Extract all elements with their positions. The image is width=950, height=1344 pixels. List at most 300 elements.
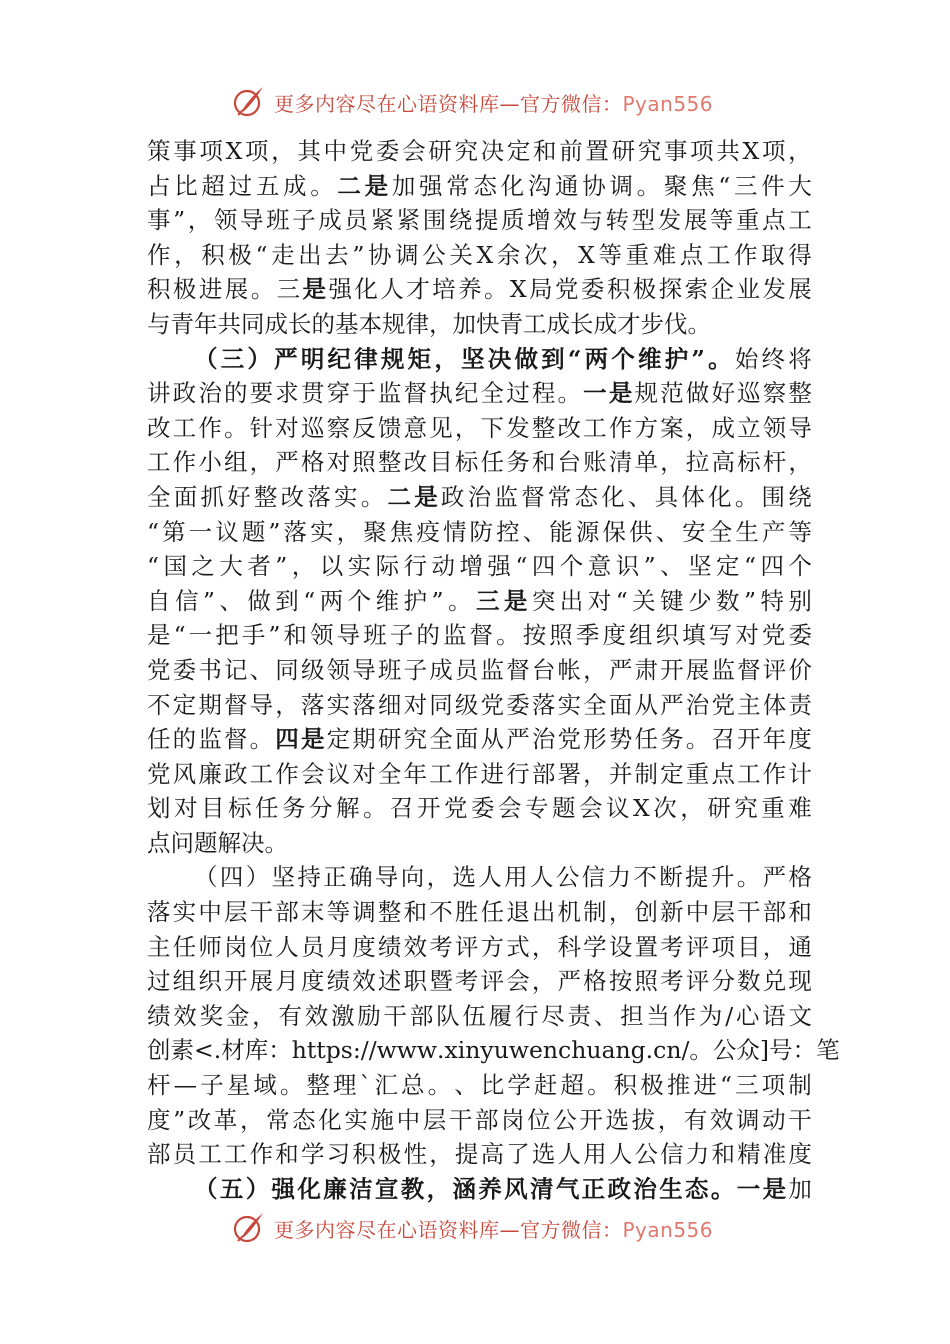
text-char: 是 (503, 586, 528, 615)
text-char: 占 (147, 171, 171, 200)
text-char: 式 (506, 932, 530, 961)
text-char: 推 (666, 1071, 691, 1100)
text-char: 工 (198, 1140, 222, 1169)
text-char: ， (271, 137, 295, 165)
text-char: ” (268, 517, 281, 546)
text-char: 公 (555, 863, 580, 892)
text-char: 政 (223, 759, 248, 788)
text-char: 绩 (377, 932, 402, 961)
feather-pen-logo-icon (232, 1210, 266, 1246)
text-char: 作 (672, 1001, 697, 1030)
text-char: 职 (403, 967, 428, 996)
text-char: 导 (249, 690, 274, 719)
text-char: 了 (506, 1140, 530, 1169)
text-char: 贯 (300, 379, 325, 408)
text-char: 协 (582, 171, 606, 200)
text-char: 焦 (389, 517, 414, 546)
text-char: ） (245, 863, 270, 892)
text-char: 控 (496, 517, 520, 546)
text-char: 伐 (664, 309, 688, 338)
text-char: 照 (634, 967, 658, 996)
text-char: ， (531, 932, 556, 961)
text-char: 党 (147, 759, 171, 788)
text-char: 监 (377, 379, 402, 408)
text-char: 党 (480, 690, 505, 719)
text-char: 划 (147, 794, 171, 823)
text-char: 突 (531, 586, 556, 615)
text-char: 严 (275, 448, 299, 477)
text-char: 作 (275, 759, 299, 788)
text-char: 化 (708, 482, 732, 511)
text-char: 维 (375, 586, 400, 615)
text-char: 重 (736, 206, 760, 235)
text-char: 格 (583, 967, 607, 996)
text-char: （ (194, 1174, 218, 1203)
text-char: x (444, 1036, 458, 1065)
text-char: 程 (531, 379, 556, 408)
text-char: 决 (487, 344, 512, 373)
text-char: 行 (403, 552, 428, 581)
text-char: 见 (429, 413, 453, 442)
text-char: 工 (249, 759, 274, 788)
text-char: 与 (579, 206, 603, 235)
text-char: 对 (735, 621, 759, 650)
text-line (147, 411, 812, 446)
text-char: 走 (271, 240, 295, 269)
text-char: 二 (387, 482, 411, 511)
text-char: 队 (436, 1001, 460, 1030)
text-char: 件 (761, 171, 785, 200)
text-char: 定 (326, 725, 351, 754)
text-char: 任 (634, 725, 658, 754)
text-char: 态 (292, 1105, 316, 1134)
text-char: 同 (275, 655, 299, 684)
text-char: 关 (632, 586, 656, 615)
text-line (147, 722, 812, 757)
text-char: 开 (223, 967, 248, 996)
text-char: 三 (735, 1071, 759, 1100)
text-char: 次 (653, 794, 677, 823)
text-char: 督 (521, 482, 545, 511)
text-char: 末 (300, 898, 325, 927)
text-char: 位 (249, 932, 274, 961)
text-char: “ (147, 552, 160, 581)
text-char: “ (173, 621, 186, 650)
text-char: ” (691, 344, 705, 373)
text-char: 中 (396, 1105, 421, 1134)
text-char: 材 (221, 1036, 245, 1065)
text-char: 目 (201, 794, 225, 823)
text-char: w (416, 1036, 437, 1065)
text-char: 监 (480, 655, 505, 684)
text-char: 矩 (407, 344, 432, 373)
text-char: 提 (454, 1140, 479, 1169)
text-char: 动 (431, 552, 456, 581)
text-char: 态 (685, 1174, 709, 1203)
text-char: 的 (223, 379, 248, 408)
text-line (147, 342, 812, 377)
text-char: 题 (241, 517, 266, 546)
text-char: ， (531, 967, 556, 996)
text-char: 中 (198, 898, 222, 927)
text-char: 工 (737, 759, 761, 788)
text-char: 重 (625, 240, 650, 269)
text-char: 大 (788, 171, 812, 200)
text-char: 公 (553, 1105, 577, 1134)
text-char: 大 (219, 552, 243, 581)
text-char: 提 (474, 206, 499, 235)
text-char: h (291, 1036, 307, 1065)
text-char: 治 (467, 482, 492, 511)
text-char: 组 (172, 967, 197, 996)
text-char: 价 (788, 655, 812, 684)
text-char: 聚 (663, 171, 688, 200)
text-char: 选 (605, 1105, 629, 1134)
text-char: 治 (198, 379, 222, 408)
text-char: 个 (559, 552, 584, 581)
text-char: 探 (658, 275, 683, 304)
text-char: . (645, 1036, 654, 1065)
text-line (147, 688, 812, 723)
text-char: 信 (174, 586, 199, 615)
text-char: : (352, 1036, 361, 1065)
text-char: 组 (223, 448, 248, 477)
text-char: 防 (469, 517, 494, 546)
text-char: 沟 (527, 171, 552, 200)
text-char: 升 (710, 863, 735, 892)
text-char: 严 (557, 967, 581, 996)
text-char: ， (434, 344, 458, 373)
text-char: 效 (173, 1001, 197, 1030)
text-char: 将 (788, 344, 812, 373)
text-char: 导 (336, 621, 361, 650)
text-char: “ (147, 517, 160, 546)
text-char: 研 (611, 137, 636, 165)
text-char: 研 (707, 794, 731, 823)
text-line (147, 584, 812, 619)
text-char: ） (247, 344, 271, 373)
text-char: 严 (506, 725, 530, 754)
text-char: w (508, 1036, 529, 1065)
text-char: X (742, 137, 760, 165)
text-char: 极 (632, 275, 657, 304)
text-char: 全 (583, 690, 607, 719)
text-char: 极 (640, 1071, 664, 1100)
text-char: 生 (659, 1174, 683, 1203)
text-char: 开 (579, 1105, 603, 1134)
text-char: 有 (683, 1105, 708, 1134)
text-char: 笔 (816, 1036, 840, 1065)
text-char: 点 (762, 206, 786, 235)
text-char: 才 (406, 275, 430, 304)
text-line (147, 549, 812, 584)
text-char: 领 (310, 621, 334, 650)
text-char: 织 (198, 967, 222, 996)
text-char: a (601, 1036, 616, 1065)
text-char: ” (431, 586, 444, 615)
text-char: 对 (275, 413, 299, 442)
text-char: 按 (608, 967, 633, 996)
text-char: 任 (172, 932, 197, 961)
text-char: / (368, 1036, 377, 1065)
text-char: X (633, 794, 650, 823)
text-char: 整 (788, 379, 812, 408)
text-char: ， (788, 137, 812, 165)
text-char: 落 (147, 898, 171, 927)
text-char: 是 (414, 482, 438, 511)
text-char: 学 (583, 932, 607, 961)
text-char: 巡 (300, 413, 325, 442)
text-char: u (493, 1036, 509, 1065)
text-char: 细 (377, 690, 402, 719)
text-char: 会 (300, 759, 325, 788)
text-char: 。 (447, 586, 472, 615)
text-char: n (666, 1036, 682, 1065)
text-char: 养 (458, 275, 482, 304)
text-char: 企 (710, 275, 735, 304)
text-char: 展 (249, 967, 274, 996)
text-char: 班 (266, 206, 290, 235)
text-char: 过 (228, 171, 253, 200)
text-char: ” (275, 552, 288, 581)
text-char: 考 (660, 932, 684, 961)
text-char: 态 (574, 482, 598, 511)
text-char: 超 (560, 1071, 584, 1100)
text-line (147, 1033, 840, 1068)
text-char: 整 (377, 898, 402, 927)
text-char: 。 (687, 309, 711, 338)
text-char: 督 (469, 621, 494, 650)
text-char: 严 (608, 655, 633, 684)
text-char: 比 (174, 171, 198, 200)
text-char: 其 (297, 137, 321, 165)
text-char: 成 (593, 309, 617, 338)
text-char: 委 (788, 621, 812, 650)
text-char: 落 (531, 690, 556, 719)
text-char: 行 (506, 759, 530, 788)
text-char: 、 (522, 517, 547, 546)
text-char: 人 (380, 275, 404, 304)
text-char: 协 (368, 240, 392, 269)
text-char: 议 (215, 517, 239, 546)
text-char: 共 (217, 309, 241, 338)
text-char: 学 (507, 1071, 531, 1100)
text-char: 单 (634, 448, 658, 477)
text-char: 落 (300, 690, 325, 719)
text-char: i (457, 1036, 466, 1065)
text-char: X (225, 137, 243, 165)
text-char: “ (303, 586, 316, 615)
text-char: 到 (275, 586, 299, 615)
text-char: 严 (762, 863, 787, 892)
text-char: 少 (688, 586, 712, 615)
text-char: 通 (788, 932, 812, 961)
text-char: 本 (358, 309, 382, 338)
text-char: ` (359, 1071, 372, 1100)
text-char: 部 (275, 898, 299, 927)
text-char: 展 (683, 206, 708, 235)
text-char: 精 (737, 1140, 761, 1169)
watermark-text: 更多内容尽在心语资料库—官方微信：Pyan556 (274, 91, 714, 116)
text-line (147, 964, 812, 999)
text-char: 中 (323, 137, 348, 165)
text-char: 反 (352, 413, 376, 442)
text-char: 四 (760, 552, 784, 581)
text-char: 度 (147, 1105, 171, 1134)
text-char: 全 (429, 725, 453, 754)
text-char: 化 (500, 171, 525, 200)
text-char: 任 (480, 448, 505, 477)
text-char: 展 (224, 275, 249, 304)
text-char: 项 (199, 137, 223, 165)
text-char: 效 (709, 1105, 734, 1134)
text-char: 目 (429, 448, 453, 477)
text-char: 语 (762, 1001, 786, 1030)
text-char: 律 (405, 309, 429, 338)
text-char: 拉 (685, 448, 710, 477)
text-char: 作 (608, 413, 633, 442)
text-char: 研 (428, 137, 452, 165)
text-char: 政 (607, 1174, 631, 1203)
text-char: 新 (660, 898, 684, 927)
text-char: 项 (761, 137, 786, 165)
text-char: 提 (685, 863, 709, 892)
text-char: 第 (162, 517, 186, 546)
text-char: 监 (494, 482, 518, 511)
text-char: . (436, 1036, 445, 1065)
text-char: 从 (634, 690, 658, 719)
text-char: 从 (480, 725, 505, 754)
text-char: 、 (593, 1001, 618, 1030)
text-char: 制 (788, 1071, 812, 1100)
text-char: t (316, 1036, 326, 1065)
text-char: 要 (249, 379, 274, 408)
text-char: 务 (660, 725, 684, 754)
text-char: 书 (198, 655, 222, 684)
text-char: 。 (249, 725, 274, 754)
text-char: ” (202, 586, 215, 615)
text-char: ” (743, 586, 756, 615)
text-char: 格 (300, 448, 325, 477)
text-char: 等 (788, 517, 812, 546)
text-char: 实 (347, 552, 372, 581)
text-line (147, 1137, 812, 1172)
text-char: y (480, 1036, 494, 1065)
text-char: 伍 (462, 1001, 486, 1030)
text-char: 委 (375, 137, 400, 165)
text-char: 余 (496, 240, 521, 269)
text-char: “ (719, 1071, 732, 1100)
text-char: 局 (529, 275, 553, 304)
text-char: 同 (241, 309, 265, 338)
text-char: 步 (640, 309, 664, 338)
text-char: 改 (187, 1105, 212, 1134)
text-char: 全 (147, 482, 171, 511)
text-line (147, 895, 812, 930)
text-char: 定 (172, 690, 197, 719)
text-char: 兑 (762, 967, 787, 996)
text-char: 共 (716, 137, 740, 165)
text-char: 对 (403, 690, 428, 719)
text-char: 过 (506, 379, 530, 408)
text-char: 召 (390, 794, 414, 823)
text-char: 终 (761, 344, 786, 373)
text-line (147, 826, 812, 861)
text-char: ， (608, 898, 633, 927)
text-char: 对 (174, 794, 198, 823)
text-line (147, 238, 812, 273)
text-char: “ (567, 344, 582, 373)
text-char: 赶 (533, 1071, 558, 1100)
text-char: 势 (608, 725, 633, 754)
text-char: 任 (480, 898, 505, 927)
text-char: 同 (429, 690, 453, 719)
text-char: 立 (737, 413, 761, 442)
text-char: 清 (608, 448, 633, 477)
text-char: 任 (255, 794, 279, 823)
text-line (147, 515, 812, 550)
text-char: 师 (198, 932, 222, 961)
text-char: 作 (734, 240, 758, 269)
text-line (147, 272, 812, 307)
text-char: 高 (480, 1140, 505, 1169)
text-char: 和 (283, 621, 307, 650)
text-char: 开 (660, 655, 684, 684)
text-char: 题 (194, 828, 218, 857)
text-char: 监 (198, 725, 222, 754)
text-char: 护 (664, 344, 689, 373)
text-char: 会 (506, 967, 530, 996)
text-char: 导 (352, 655, 376, 684)
text-char: 难 (788, 794, 812, 823)
text-char: 位 (527, 1105, 551, 1134)
text-char: ， (583, 655, 607, 684)
text-char: 规 (382, 309, 406, 338)
text-char: 得 (788, 240, 812, 269)
text-char: 四 (531, 552, 556, 581)
text-char: 于 (352, 379, 376, 408)
text-char: 律 (354, 344, 378, 373)
text-char: 公 (634, 1140, 658, 1169)
text-char: 确 (349, 863, 373, 892)
text-char: （ (194, 344, 218, 373)
text-char: 督 (403, 379, 428, 408)
text-char: 具 (654, 482, 679, 511)
text-char: / (360, 1036, 369, 1065)
text-char: 照 (352, 448, 376, 477)
text-char: 导 (374, 863, 399, 892)
text-char: 实 (344, 1105, 368, 1134)
text-char: 、 (454, 1071, 478, 1100)
text-char: 四 (219, 863, 244, 892)
text-char: 落 (352, 690, 376, 719)
text-char: 坚 (271, 863, 296, 892)
text-char: 落 (307, 482, 331, 511)
text-char: 索 (684, 275, 709, 304)
text-char: 纪 (454, 379, 479, 408)
text-char: 度 (788, 1140, 812, 1169)
text-char: 围 (761, 482, 786, 511)
text-char: 期 (198, 690, 222, 719)
text-char: 记 (223, 655, 248, 684)
text-char: 台 (531, 655, 556, 684)
text-char: 作 (198, 413, 222, 442)
text-char: 信 (581, 863, 606, 892)
text-char: 正 (323, 863, 347, 892)
text-char: 项 (244, 137, 269, 165)
text-char: 部 (409, 1001, 434, 1030)
text-char: 分 (309, 794, 333, 823)
